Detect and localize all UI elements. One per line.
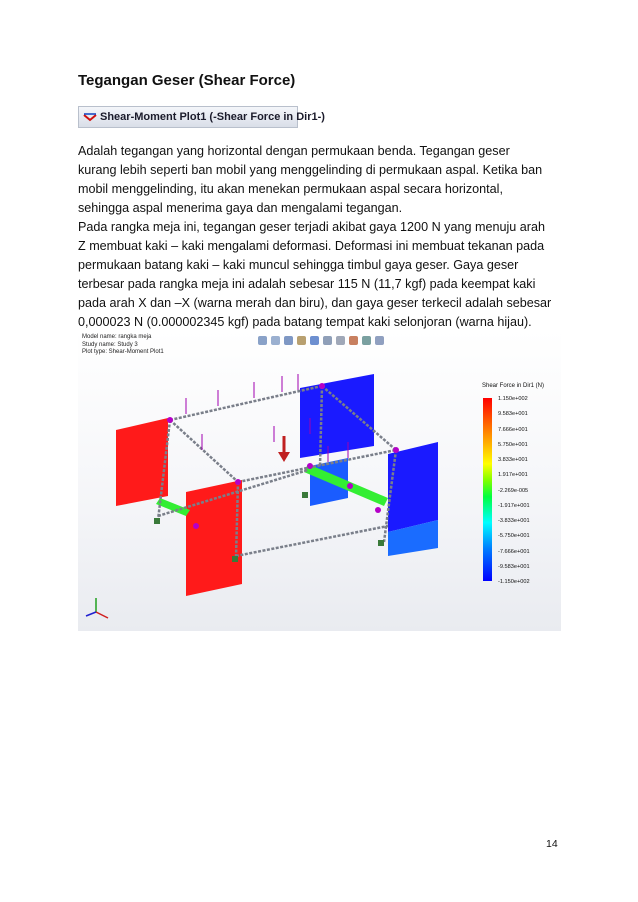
text-line: Pada rangka meja ini, tegangan geser terjadi akibat gaya 1200 N yang menuju arah — [78, 220, 545, 234]
load-symbol-icon — [278, 436, 290, 462]
text-line: 0,000023 N (0.000002345 kgf) pada batang tempat kaki selonjoran (warna hijau). — [78, 315, 532, 329]
color-scale-bar — [483, 398, 492, 581]
legend-value: -1.150e+002 — [498, 579, 530, 585]
axis-triad-icon — [86, 598, 108, 618]
plot-tab[interactable] — [78, 106, 325, 128]
study-name: Study name: Study 3 — [82, 341, 138, 348]
shear-plot-blue — [300, 374, 374, 458]
legend-value: -3.833e+001 — [498, 518, 530, 524]
simulation-screenshot — [78, 330, 561, 631]
paragraph-analysis — [78, 218, 566, 332]
legend-value: 9.583e+001 — [498, 411, 528, 418]
plot-tab-label: Shear-Moment Plot1 (-Shear Force in Dir1-) — [100, 111, 325, 123]
model-name: Model name: rangka meja — [82, 334, 152, 340]
legend-value: 3.833e+001 — [498, 457, 528, 463]
text-line: sehingga aspal menerima gaya dan mengalami tegangan. — [78, 201, 403, 215]
shear-moment-plot-icon — [83, 112, 97, 122]
legend-title: Shear Force in Dir1 (N) — [482, 383, 545, 389]
text-line: pada arah X dan –X (warna merah dan biru), dan gaya geser terkecil adalah sebesar — [78, 296, 552, 310]
plot-type: Plot type: Shear-Moment Plot1 — [82, 349, 164, 355]
legend-value: 1.917e+001 — [498, 472, 528, 479]
page-number: 14 — [546, 838, 558, 850]
paragraph-definition — [78, 142, 566, 218]
text-line: kurang lebih seperti ban mobil yang menggelinding di permukaan aspal. Ketika ban — [78, 163, 543, 177]
legend-value: 1.150e+002 — [498, 396, 528, 402]
text-line: permukaan batang kaki – kaki muncul sehingga timbul gaya geser. Gaya geser — [78, 258, 519, 272]
text-line: mobil menggelinding, itu akan menekan permukaan aspal secara horizontal, — [78, 182, 503, 196]
legend-value: -5.750e+001 — [498, 533, 530, 540]
legend-value: -1.917e+001 — [498, 502, 530, 509]
shear-plot-red — [186, 480, 242, 596]
legend-value: 7.666e+001 — [498, 426, 528, 433]
section-heading: Tegangan Geser (Shear Force) — [78, 72, 296, 89]
text-line: Z membuat kaki – kaki mengalami deformasi. Deformasi ini membuat tekanan pada — [78, 239, 545, 253]
text-line: terbesar pada rangka meja ini adalah sebesar 115 N (11,7 kgf) pada keempat kaki — [78, 277, 536, 291]
text-line: Adalah tegangan yang horizontal dengan permukaan benda. Tegangan geser — [78, 144, 510, 158]
legend-value: -7.666e+001 — [498, 548, 530, 555]
legend-value: -9.583e+001 — [498, 563, 530, 570]
legend-value: -2.269e-005 — [498, 487, 529, 494]
legend-value: 5.750e+001 — [498, 441, 528, 448]
